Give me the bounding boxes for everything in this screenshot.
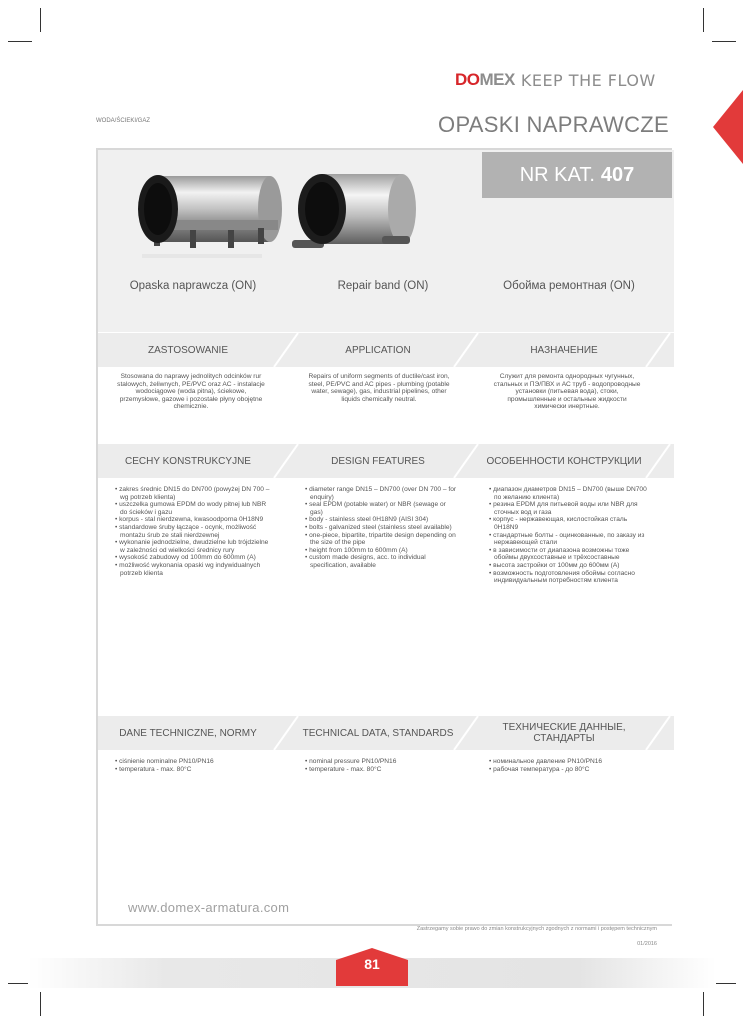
domex-logo [455,70,656,90]
page-number: 81 [364,956,380,972]
list-item: • seal EPDM (potable water) or NBR (sewage or gas) [305,501,446,516]
product-name-pl: Opaska naprawcza (ON) [129,280,257,292]
list-item: • zakres średnic DN15 do DN700 (powyżej DN 700 – wg potrzeb klienta) [115,486,270,501]
crop-mark [8,41,32,42]
section-label-pl: DANE TECHNICZNE, NORMY [119,727,257,739]
list-item: • wysokość zabudowy od 100mm do 600mm (A) [115,554,256,562]
list-item: • body - stainless steel 0H18N9 (AISI 304) [305,516,429,524]
section-label-en: APPLICATION [345,344,411,356]
product-image-band-flanged [118,162,288,272]
list-item: • возможность подготовления обоймы согласно индивидуальным потребностям клиента [489,569,635,585]
design-list-pl [114,486,270,577]
list-item: • temperature - max. 80°C [305,765,382,773]
section-band-application [98,333,674,367]
list-item: • korpus - stal nierdzewna, kwasoodporna 0H18N9 [115,516,264,524]
design-list-en [304,486,460,570]
disclaimer-text: Zastrzegamy sobie prawo do zmian konstrukcyjnych zgodnych z normami i postępem technicznym [416,926,657,932]
section-band-design [98,444,674,478]
list-item: • diameter range DN15 – DN700 (over DN 700 – for enquiry) [305,486,457,501]
section-label-en: TECHNICAL DATA, STANDARDS [302,727,454,739]
section-band-technical [98,716,674,750]
list-item: • uszczelka gumowa EPDM do wody pitnej lub NBR do ścieków i gazu [115,501,267,516]
list-item: • номинальное давление PN10/PN16 [489,758,603,765]
crop-mark [703,992,704,1016]
list-item: • bolts - galvanized steel (stainless steel available) [305,523,452,531]
list-item: • стандартные болты - оцинкованные, по заказу из нержавеющей стали [489,531,645,547]
list-item: • ciśnienie nominalne PN10/PN16 [115,758,214,765]
product-image-band-tube [290,162,440,272]
list-item: • высота застройки от 100мм до 600мм (A) [489,561,620,569]
section-label-pl: ZASTOSOWANIE [147,344,228,356]
catalog-number-box [482,152,672,198]
product-name-ru: Обойма ремонтная (ON) [503,280,635,292]
technical-list-ru [488,758,650,773]
logo-mark: DOMEX [455,70,515,89]
section-label-ru: ТЕХНИЧЕСКИЕ ДАННЫЕ, СТАНДАРТЫ [502,722,626,744]
section-label-ru: НАЗНАЧЕНИЕ [530,344,598,356]
catalog-number: 407 [600,163,635,186]
design-list-ru [488,486,650,585]
section-label-ru: ОСОБЕННОСТИ КОНСТРУКЦИИ [486,455,642,467]
red-tab-marker [713,90,743,164]
technical-list-pl [114,758,270,773]
list-item: • в зависимости от диапазона возможны тоже обоймы двухсоставные и трёхсоставные [489,546,630,562]
technical-list-en [304,758,460,773]
crop-mark [703,8,704,32]
page-title: OPASKI NAPRAWCZE [438,112,669,137]
crop-mark [40,8,41,32]
list-item: • резина EPDM для питьевой воды или NBR для сточных вод и газа [489,501,638,516]
list-item: • height from 100mm to 600mm (A) [305,546,408,554]
product-name-en: Repair band (ON) [337,280,429,292]
list-item: • custom made designs, acc. to individual specification, available [305,554,426,569]
content-frame [96,148,672,926]
website-link[interactable]: www.domex-armatura.com [128,900,290,915]
list-item: • wykonanie jednodzielne, dwudzielne lub trójdzielne w zależności od wielkości średnicy rury [115,539,269,554]
list-item: • standardowe śruby łączące - ocynk, możliwość montażu śrub ze stali nierdzewnej [115,523,257,539]
crop-mark [712,41,736,42]
product-panel [98,150,674,332]
section-label-en: DESIGN FEATURES [331,455,425,467]
list-item: • корпус - нержавеющая, кислостойкая сталь 0H18N9 [489,516,628,531]
edition-date: 01/2016 [637,941,657,947]
list-item: • рабочая температура - до 80°C [489,765,590,773]
application-text-ru: Служит для ремонта однородных чугунных, стальных и ПЭ/ПВХ и АС труб - водопроводные установки (питьевая вода), стоки, промышленные и остальные жидкости химически инертные. [493,373,641,411]
list-item: • one-piece, bipartite, tripartite design depending on the size of the pipe [305,531,456,547]
application-text-en: Repairs of uniform segments of ductile/cast iron, steel, PE/PVC and AC pipes - plumbing (potable water, sewage), gas, industrial pipelines, other liquids chemically neutral. [308,373,450,403]
catalog-prefix: NR KAT. [519,163,595,186]
list-item: • диапазон диаметров DN15 – DN700 (выше DN700 по желанию клиента) [489,486,647,501]
section-label-pl: CECHY KONSTRUKCYJNE [125,455,251,467]
application-text-pl: Stosowana do naprawy jednolitych odcinków rur stalowych, żeliwnych, PE/PVC oraz AC - instalacje wodociągowe (woda pitna), ściekowe, przemysłowe, gazowe i pozostałe płyny obojętne chemicznie. [117,373,265,411]
crop-mark [40,992,41,1016]
logo-tagline: KEEP THE FLOW [520,70,656,90]
list-item: • temperatura - max. 80°C [115,765,192,773]
category-label: WODA/ŚCIEKI/GAZ [96,118,151,124]
list-item: • możliwość wykonania opaski wg indywidualnych potrzeb klienta [115,561,261,577]
list-item: • nominal pressure PN10/PN16 [305,758,397,765]
